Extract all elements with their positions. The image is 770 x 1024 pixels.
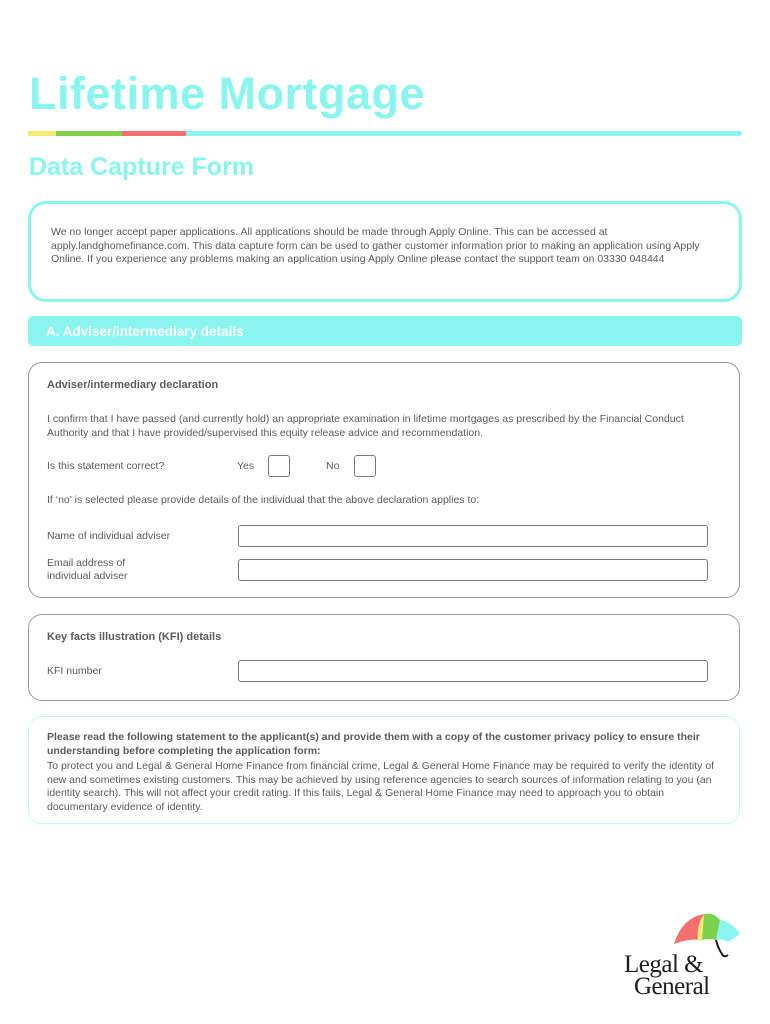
adviser-email-field[interactable] <box>238 559 708 581</box>
adviser-name-field[interactable] <box>238 525 708 547</box>
kfi-heading: Key facts illustration (KFI) details <box>47 631 222 643</box>
section-a-title: A. Adviser/intermediary details <box>46 324 244 339</box>
notice-box <box>28 201 742 302</box>
logo-line2: General <box>634 973 710 1000</box>
kfi-details-panel <box>28 614 740 701</box>
no-label: No <box>326 460 340 472</box>
color-rule-green <box>56 131 122 136</box>
adviser-email-label-line2: individual adviser <box>47 570 128 582</box>
no-checkbox[interactable] <box>354 455 376 477</box>
privacy-body-text: To protect you and Legal & General Home Finance from financial crime, Legal & General Home Finance may be required to verify the identity of new and sometimes existing customers. This may be achieved by using reference agencies to search sources of information relating to you (an identity search). This will not affect your credit rating. If this fails, Legal & General Home Finance may need to approach you to obtain documentary evidence of identity. <box>47 760 715 813</box>
legal-general-logo <box>620 910 750 1000</box>
adviser-name-label: Name of individual adviser <box>47 530 171 542</box>
page-subtitle: Data Capture Form <box>29 153 255 181</box>
if-no-instruction: If ‘no’ is selected please provide details of the individual that the above declaration applies to: <box>47 494 480 506</box>
page-title: Lifetime Mortgage <box>29 68 426 119</box>
notice-text: We no longer accept paper applications. All applications should be made through Apply Online. This can be accessed at apply.landghomefinance.com. This data capture form can be used to gather customer information prior to making an application using Apply Online. If you experience any problems making an application using Apply Online please contact the support team on 03330 048444 <box>51 226 700 265</box>
privacy-statement-panel <box>28 716 740 824</box>
kfi-number-label: KFI number <box>47 665 102 677</box>
adviser-email-label-line1: Email address of <box>47 557 126 569</box>
kfi-number-field[interactable] <box>238 660 708 682</box>
privacy-lead-text: Please read the following statement to the applicant(s) and provide them with a copy of the customer privacy policy to ensure their understanding before completing the application form: <box>47 731 700 757</box>
adviser-declaration-heading: Adviser/intermediary declaration <box>47 379 219 391</box>
yes-checkbox[interactable] <box>268 455 290 477</box>
color-rule-cyan <box>186 131 742 136</box>
statement-question: Is this statement correct? <box>47 460 165 472</box>
color-rule-yellow <box>28 131 56 136</box>
logo-line1: Legal & <box>624 951 704 978</box>
declaration-statement: I confirm that I have passed (and currently hold) an appropriate examination in lifetime mortgages as prescribed by the Financial Conduct Authority and that I have provided/supervised this equity release advice and recommendation. <box>47 413 684 439</box>
yes-label: Yes <box>237 460 255 472</box>
color-rule-red <box>122 131 186 136</box>
adviser-declaration-panel <box>28 362 740 598</box>
section-a-header <box>28 316 742 346</box>
